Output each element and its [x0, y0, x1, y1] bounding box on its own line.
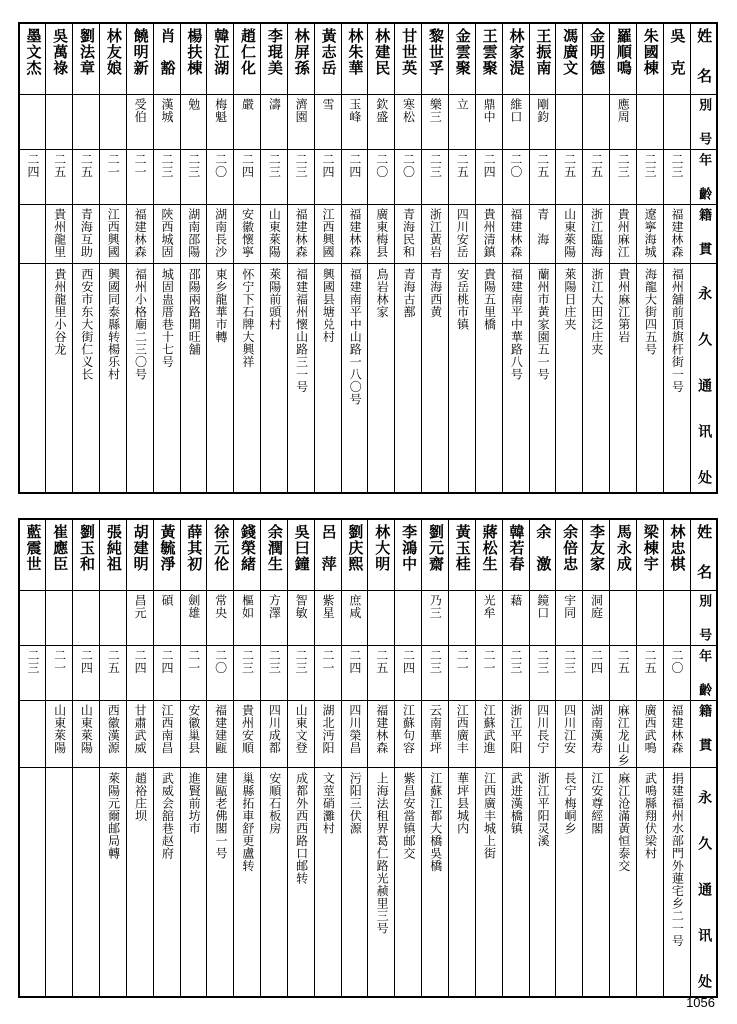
- cell-origin: 山東文登: [287, 701, 314, 768]
- cell-age: 二一: [46, 646, 73, 701]
- cell-name: 蔣松生: [475, 519, 502, 591]
- cell-alias: [556, 95, 583, 150]
- cell-alias: 藉: [502, 591, 529, 646]
- cell-alias: 洞庭: [583, 591, 610, 646]
- cell-address: 青海古鄯: [395, 264, 422, 494]
- cell-origin: 福建建甌: [207, 701, 234, 768]
- cell-address: 污阳三伏源: [341, 767, 368, 997]
- cell-age: 二三: [234, 646, 261, 701]
- cell-origin: 四川榮昌: [341, 701, 368, 768]
- cell-origin: 貴州麻江: [610, 205, 637, 264]
- cell-alias: [583, 95, 610, 150]
- cell-name: 李琨美: [261, 23, 288, 95]
- cell-alias: [100, 95, 127, 150]
- column-header-address: 永 久 通 讯 处: [690, 264, 717, 494]
- cell-name: 劉庆熙: [341, 519, 368, 591]
- cell-address: 捐建福州水部門外蓮宅乡二一号: [663, 767, 690, 997]
- cell-address: [73, 767, 100, 997]
- cell-address: 萊陽前頭村: [261, 264, 288, 494]
- cell-name: 藍震世: [19, 519, 46, 591]
- cell-origin: 陝西城固: [153, 205, 180, 264]
- cell-age: 二四: [475, 150, 502, 205]
- cell-age: 二五: [636, 646, 663, 701]
- cell-age: 二四: [395, 646, 422, 701]
- cell-address: 長宁梅峒乡: [556, 767, 583, 997]
- cell-alias: 紫星: [314, 591, 341, 646]
- cell-origin: 福建林森: [287, 205, 314, 264]
- cell-address: 上海法租界葛仁路光赪里三号: [368, 767, 395, 997]
- cell-name: 朱國棟: [636, 23, 663, 95]
- cell-name: 梁棟宇: [636, 519, 663, 591]
- cell-address: 江蘇江都大橋吳橋: [422, 767, 449, 997]
- cell-origin: 湖南邵陽: [180, 205, 207, 264]
- cell-alias: 欽盛: [368, 95, 395, 150]
- cell-age: 二三: [529, 646, 556, 701]
- cell-address: 邵陽兩路開旺舖: [180, 264, 207, 494]
- cell-age: 二一: [100, 150, 127, 205]
- cell-origin: 湖南漢寿: [583, 701, 610, 768]
- cell-age: 二三: [610, 150, 637, 205]
- cell-origin: 江蘇句容: [395, 701, 422, 768]
- cell-origin: 江西南昌: [153, 701, 180, 768]
- cell-alias: 光牟: [475, 591, 502, 646]
- cell-origin: 甘肅武威: [126, 701, 153, 768]
- column-header-age: 年 齡: [690, 646, 717, 701]
- cell-age: 二〇: [207, 646, 234, 701]
- cell-name: 崔應臣: [46, 519, 73, 591]
- cell-name: 馮廣文: [556, 23, 583, 95]
- table-row-age-2: [19, 646, 717, 701]
- cell-name: 呂 萍: [314, 519, 341, 591]
- table-row-address-2: [19, 767, 717, 997]
- cell-origin: 浙江平阳: [502, 701, 529, 768]
- cell-address: 貴陽五里橋: [475, 264, 502, 494]
- table-row-alias-1: [19, 95, 717, 150]
- cell-address: 東乡龍華市轉: [207, 264, 234, 494]
- cell-origin: 福建林森: [341, 205, 368, 264]
- cell-address: 福建福州懷山路三一号: [287, 264, 314, 494]
- cell-name: 徐元伦: [207, 519, 234, 591]
- cell-address: 福州小格廟二三〇号: [126, 264, 153, 494]
- cell-address: 江西廣丰城上街: [475, 767, 502, 997]
- cell-origin: 江西興國: [314, 205, 341, 264]
- cell-origin: [19, 701, 46, 768]
- cell-origin: 湖南長沙: [207, 205, 234, 264]
- cell-age: 二一: [126, 150, 153, 205]
- cell-address: 巢縣拓車舒更盧转: [234, 767, 261, 997]
- cell-origin: 浙江黃岩: [422, 205, 449, 264]
- cell-alias: [19, 591, 46, 646]
- cell-alias: 維口: [502, 95, 529, 150]
- cell-name: 韓若春: [502, 519, 529, 591]
- cell-age: 二一: [475, 646, 502, 701]
- cell-name: 趙仁化: [234, 23, 261, 95]
- cell-alias: [100, 591, 127, 646]
- cell-age: 二五: [449, 150, 476, 205]
- cell-alias: 庶咸: [341, 591, 368, 646]
- cell-name: 黃志岳: [314, 23, 341, 95]
- cell-alias: [46, 95, 73, 150]
- cell-origin: 江西興國: [100, 205, 127, 264]
- cell-address: 安順石板房: [261, 767, 288, 997]
- cell-alias: 碩: [153, 591, 180, 646]
- cell-name: 劉元齋: [422, 519, 449, 591]
- cell-origin: 遼寧海城: [636, 205, 663, 264]
- cell-name: 吳曰鐘: [287, 519, 314, 591]
- cell-age: 二一: [180, 646, 207, 701]
- cell-origin: 青海民和: [395, 205, 422, 264]
- roster-table-2: [18, 518, 718, 998]
- cell-alias: 漢城: [153, 95, 180, 150]
- roster-table-1: [18, 22, 718, 494]
- cell-address: 趙裕庄坝: [126, 767, 153, 997]
- cell-name: 錢榮緒: [234, 519, 261, 591]
- cell-origin: 貴州清鎮: [475, 205, 502, 264]
- cell-origin: 山東萊陽: [46, 701, 73, 768]
- cell-address: 福州舖前頂旗杆街一号: [663, 264, 690, 494]
- cell-address: 西安市东大街仁义长: [73, 264, 100, 494]
- cell-address: 江安尊經閣: [583, 767, 610, 997]
- cell-age: 二四: [341, 150, 368, 205]
- cell-name: 張純祖: [100, 519, 127, 591]
- cell-name: 吳 克: [663, 23, 690, 95]
- cell-name: 金雲聚: [449, 23, 476, 95]
- cell-origin: [19, 205, 46, 264]
- cell-age: 二一: [449, 646, 476, 701]
- cell-alias: [449, 591, 476, 646]
- cell-address: 海龍大街四五号: [636, 264, 663, 494]
- cell-name: 韓江湖: [207, 23, 234, 95]
- cell-alias: 受伯: [126, 95, 153, 150]
- cell-alias: [636, 95, 663, 150]
- cell-origin: 廣東梅县: [368, 205, 395, 264]
- cell-alias: 樞如: [234, 591, 261, 646]
- cell-origin: 福建林森: [368, 701, 395, 768]
- cell-age: 二三: [19, 646, 46, 701]
- cell-address: [46, 767, 73, 997]
- cell-origin: 貴州安順: [234, 701, 261, 768]
- cell-alias: [46, 591, 73, 646]
- cell-age: 二一: [314, 646, 341, 701]
- cell-address: 城固蛊厝巷十七号: [153, 264, 180, 494]
- column-header-age: 年 齡: [690, 150, 717, 205]
- cell-age: 二〇: [207, 150, 234, 205]
- cell-address: [19, 767, 46, 997]
- cell-address: 貴州麻江第岩: [610, 264, 637, 494]
- cell-origin: 江蘇武進: [475, 701, 502, 768]
- cell-address: 萊陽日庄夹: [556, 264, 583, 494]
- cell-origin: 西徽漢源: [100, 701, 127, 768]
- column-header-name: 姓 名: [690, 519, 717, 591]
- cell-name: 李鴻中: [395, 519, 422, 591]
- cell-name: 王振南: [529, 23, 556, 95]
- cell-address: 怀宁下石牌大興祥: [234, 264, 261, 494]
- cell-alias: [19, 95, 46, 150]
- cell-name: 馬永成: [610, 519, 637, 591]
- cell-age: 二四: [341, 646, 368, 701]
- cell-alias: 勉: [180, 95, 207, 150]
- cell-age: 二三: [422, 150, 449, 205]
- table-row-address-1: [19, 264, 717, 494]
- cell-age: 二四: [234, 150, 261, 205]
- cell-alias: 濟園: [287, 95, 314, 150]
- cell-address: 武威会舘巷赵府: [153, 767, 180, 997]
- cell-address: 紫昌安當镇邮交: [395, 767, 422, 997]
- cell-age: 二三: [287, 646, 314, 701]
- cell-age: 二五: [100, 646, 127, 701]
- cell-origin: 貴州龍里: [46, 205, 73, 264]
- cell-alias: [73, 591, 100, 646]
- cell-age: 二四: [583, 646, 610, 701]
- cell-age: 二四: [19, 150, 46, 205]
- cell-alias: [663, 591, 690, 646]
- cell-age: 二三: [556, 646, 583, 701]
- cell-alias: 玉峰: [341, 95, 368, 150]
- cell-alias: 雪: [314, 95, 341, 150]
- table-row-origin-1: [19, 205, 717, 264]
- cell-age: 二五: [556, 150, 583, 205]
- cell-age: 二三: [502, 646, 529, 701]
- column-header-alias: 別 号: [690, 95, 717, 150]
- cell-address: 安岳桃市镇: [449, 264, 476, 494]
- cell-origin: 麻江龙山乡: [610, 701, 637, 768]
- cell-origin: 山東萊陽: [73, 701, 100, 768]
- cell-origin: 湖北沔阳: [314, 701, 341, 768]
- cell-age: 二三: [422, 646, 449, 701]
- cell-age: 二四: [153, 646, 180, 701]
- cell-alias: [636, 591, 663, 646]
- cell-age: 二四: [73, 646, 100, 701]
- cell-address: 貴州龍里小谷龙: [46, 264, 73, 494]
- column-header-alias: 別 号: [690, 591, 717, 646]
- cell-address: 進賢前坊市: [180, 767, 207, 997]
- cell-alias: 剛鈞: [529, 95, 556, 150]
- cell-name: 林建民: [368, 23, 395, 95]
- cell-alias: 宇同: [556, 591, 583, 646]
- cell-alias: 常央: [207, 591, 234, 646]
- cell-age: 二三: [261, 150, 288, 205]
- cell-address: 建甌老佛閣一号: [207, 767, 234, 997]
- column-header-origin: 籍 貫: [690, 205, 717, 264]
- column-header-address: 永 久 通 讯 处: [690, 767, 717, 997]
- cell-address: 蘭州市黃家園五一号: [529, 264, 556, 494]
- cell-age: 二三: [287, 150, 314, 205]
- cell-name: 吳萬祿: [46, 23, 73, 95]
- cell-age: 二三: [180, 150, 207, 205]
- page-number: 1056: [686, 995, 715, 1010]
- cell-age: 二三: [153, 150, 180, 205]
- cell-origin: 四川成都: [261, 701, 288, 768]
- cell-name: 饒明新: [126, 23, 153, 95]
- cell-address: 興國县塘兑村: [314, 264, 341, 494]
- cell-alias: [663, 95, 690, 150]
- cell-address: 福建南平中華路八号: [502, 264, 529, 494]
- cell-origin: 浙江臨海: [583, 205, 610, 264]
- table-row-name-1: [19, 23, 717, 95]
- cell-origin: 四川長宁: [529, 701, 556, 768]
- cell-address: 福建南平中山路一八〇号: [341, 264, 368, 494]
- cell-address: 文莖硝灘村: [314, 767, 341, 997]
- cell-name: 肖 豁: [153, 23, 180, 95]
- cell-alias: [395, 591, 422, 646]
- cell-origin: 山東萊陽: [556, 205, 583, 264]
- cell-address: 青海西黄: [422, 264, 449, 494]
- cell-age: 二五: [73, 150, 100, 205]
- cell-address: 浙江平阳灵溪: [529, 767, 556, 997]
- cell-origin: 安徽巢县: [180, 701, 207, 768]
- cell-alias: 應周: [610, 95, 637, 150]
- cell-origin: 四川江安: [556, 701, 583, 768]
- column-header-origin: 籍 貫: [690, 701, 717, 768]
- cell-alias: 立: [449, 95, 476, 150]
- cell-alias: 鏡口: [529, 591, 556, 646]
- cell-alias: 鼎中: [475, 95, 502, 150]
- cell-origin: 安徽懷寧: [234, 205, 261, 264]
- cell-origin: 青 海: [529, 205, 556, 264]
- cell-age: 二三: [663, 150, 690, 205]
- cell-name: 林友娘: [100, 23, 127, 95]
- cell-origin: 云南華坪: [422, 701, 449, 768]
- cell-address: 鳥岩林家: [368, 264, 395, 494]
- cell-origin: 福建林森: [663, 205, 690, 264]
- cell-address: 興國同泰縣转楊乐村: [100, 264, 127, 494]
- cell-name: 余倍忠: [556, 519, 583, 591]
- table-row-alias-2: [19, 591, 717, 646]
- cell-name: 黎世孚: [422, 23, 449, 95]
- cell-name: 余潤生: [261, 519, 288, 591]
- cell-origin: 福建林森: [663, 701, 690, 768]
- cell-alias: 劍雄: [180, 591, 207, 646]
- cell-age: 二四: [126, 646, 153, 701]
- cell-age: 二五: [46, 150, 73, 205]
- cell-name: 林屏孫: [287, 23, 314, 95]
- cell-alias: 智敏: [287, 591, 314, 646]
- cell-name: 黃玉桂: [449, 519, 476, 591]
- cell-age: 二〇: [395, 150, 422, 205]
- cell-alias: 嚴: [234, 95, 261, 150]
- cell-alias: [368, 591, 395, 646]
- cell-alias: [610, 591, 637, 646]
- cell-name: 王雲聚: [475, 23, 502, 95]
- cell-age: 二五: [368, 646, 395, 701]
- cell-name: 林家湜: [502, 23, 529, 95]
- cell-alias: 濤: [261, 95, 288, 150]
- table-row-name-2: [19, 519, 717, 591]
- cell-origin: 江西廣丰: [449, 701, 476, 768]
- cell-name: 金明德: [583, 23, 610, 95]
- cell-address: 萊陽元爾邮局轉: [100, 767, 127, 997]
- cell-name: 林大明: [368, 519, 395, 591]
- cell-origin: 山東萊陽: [261, 205, 288, 264]
- cell-address: 浙江大田泛庄夹: [583, 264, 610, 494]
- cell-name: 劉法章: [73, 23, 100, 95]
- cell-alias: 寒松: [395, 95, 422, 150]
- cell-alias: 方澤: [261, 591, 288, 646]
- cell-alias: 乃三: [422, 591, 449, 646]
- cell-name: 羅順鳴: [610, 23, 637, 95]
- cell-address: [19, 264, 46, 494]
- cell-name: 余 激: [529, 519, 556, 591]
- cell-address: 武鳴縣翔伏梁村: [636, 767, 663, 997]
- table-gap: [18, 494, 719, 518]
- column-header-name: 姓 名: [690, 23, 717, 95]
- cell-name: 墨文杰: [19, 23, 46, 95]
- cell-address: 成都外西西路口邮转: [287, 767, 314, 997]
- cell-age: 二五: [610, 646, 637, 701]
- cell-age: 二〇: [663, 646, 690, 701]
- cell-address: 華坪县城内: [449, 767, 476, 997]
- cell-age: 二〇: [502, 150, 529, 205]
- cell-alias: 梅魁: [207, 95, 234, 150]
- cell-alias: [73, 95, 100, 150]
- cell-name: 甘世英: [395, 23, 422, 95]
- cell-name: 李友家: [583, 519, 610, 591]
- cell-name: 劉玉和: [73, 519, 100, 591]
- table-row-age-1: [19, 150, 717, 205]
- cell-name: 楊扶棟: [180, 23, 207, 95]
- cell-age: 二五: [583, 150, 610, 205]
- cell-address: 麻江沧滿黃恒泰交: [610, 767, 637, 997]
- cell-age: 二四: [314, 150, 341, 205]
- cell-name: 黃毓淨: [153, 519, 180, 591]
- cell-name: 胡建明: [126, 519, 153, 591]
- cell-alias: 樂三: [422, 95, 449, 150]
- cell-age: 二三: [636, 150, 663, 205]
- cell-name: 林朱華: [341, 23, 368, 95]
- cell-origin: 四川安岳: [449, 205, 476, 264]
- cell-age: 二〇: [368, 150, 395, 205]
- cell-address: 武进漢橋镇: [502, 767, 529, 997]
- cell-origin: 福建林森: [502, 205, 529, 264]
- cell-name: 薛其初: [180, 519, 207, 591]
- table-row-origin-2: [19, 701, 717, 768]
- cell-alias: 昌元: [126, 591, 153, 646]
- cell-origin: 青海互助: [73, 205, 100, 264]
- cell-age: 二三: [261, 646, 288, 701]
- cell-origin: 福建林森: [126, 205, 153, 264]
- cell-age: 二五: [529, 150, 556, 205]
- cell-name: 林忠棋: [663, 519, 690, 591]
- cell-origin: 廣西武鳴: [636, 701, 663, 768]
